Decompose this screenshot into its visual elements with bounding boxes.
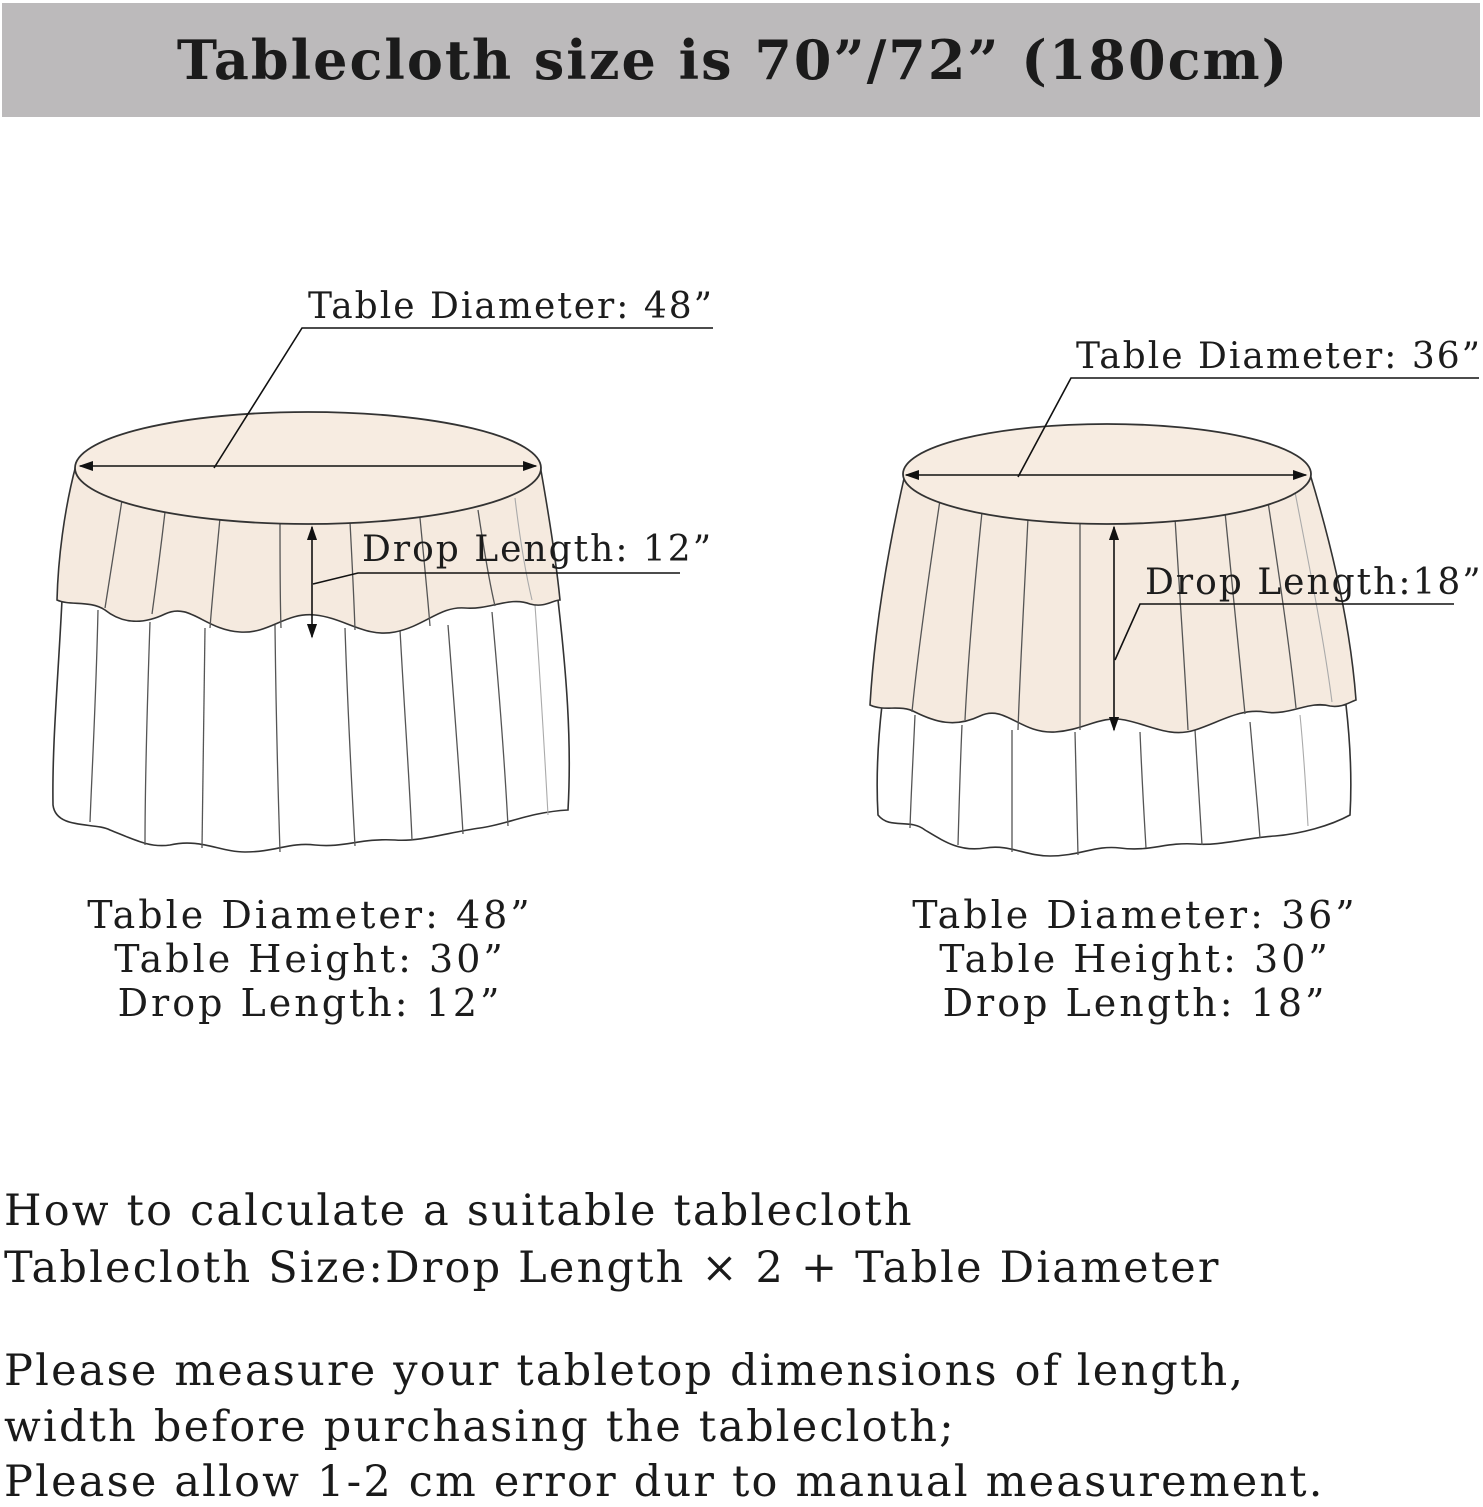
right-drop-label: Drop Length:18” — [1145, 562, 1483, 603]
right-spec-height: Table Height: 30” — [939, 937, 1331, 981]
right-table-specs — [885, 893, 1385, 1025]
left-spec-drop: Drop Length: 12” — [117, 981, 503, 1025]
left-table-illustration — [53, 328, 713, 852]
right-diameter-label: Table Diameter: 36” — [1076, 336, 1483, 377]
note-line-2: width before purchasing the tablecloth; — [4, 1402, 956, 1452]
left-table-specs — [60, 893, 560, 1025]
right-tabletop — [903, 424, 1311, 524]
left-tabletop — [75, 412, 541, 524]
note-line-1: Please measure your tabletop dimensions of length, — [4, 1346, 1246, 1396]
left-diameter-label: Table Diameter: 48” — [308, 286, 715, 327]
left-spec-height: Table Height: 30” — [114, 937, 506, 981]
formula-heading: How to calculate a suitable tablecloth — [4, 1186, 914, 1236]
right-spec-diameter: Table Diameter: 36” — [912, 893, 1358, 937]
note-line-3: Please allow 1-2 cm error dur to manual measurement. — [4, 1457, 1325, 1507]
left-drop-label: Drop Length: 12” — [362, 529, 714, 570]
header-title: Tablecloth size is 70”/72” (180cm) — [176, 28, 1290, 92]
right-table-illustration — [870, 378, 1479, 856]
left-spec-diameter: Table Diameter: 48” — [87, 893, 533, 937]
left-table-skirt — [53, 600, 569, 852]
right-spec-drop: Drop Length: 18” — [942, 981, 1328, 1025]
formula-equation: Tablecloth Size:Drop Length × 2 + Table Diameter — [4, 1243, 1221, 1293]
